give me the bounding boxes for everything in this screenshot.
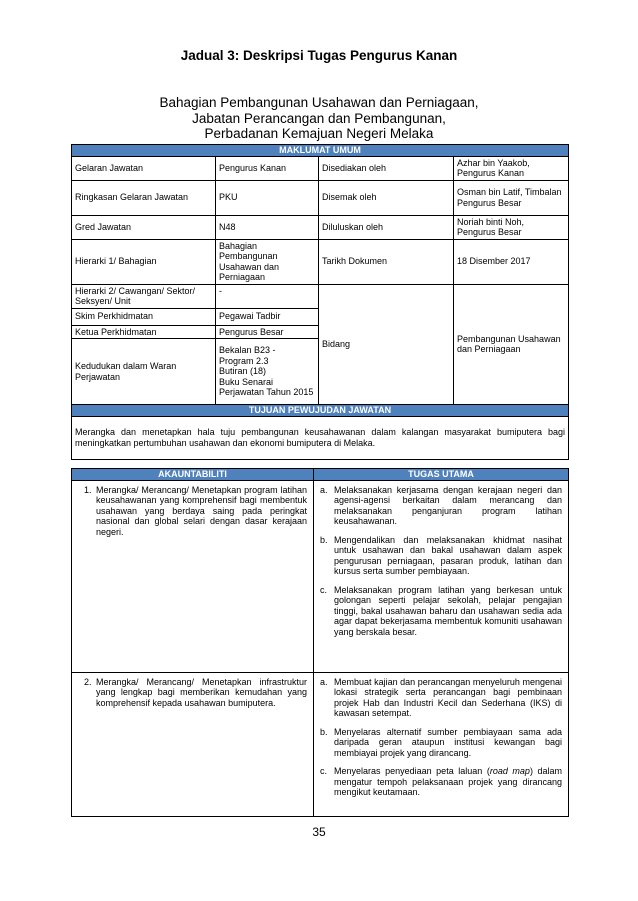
maklumat-umum-header: MAKLUMAT UMUM (72, 145, 569, 157)
akauntabiliti-text: Merangka/ Merancang/ Menetapkan program latihan keusahawanan yang komprehensif bagi membentuk usahawan yang berdaya saing pada peringkat nasional dan global selari dengan dasar kerajaan negeri. (96, 484, 307, 537)
bidang-label: Bidang (319, 284, 454, 405)
akauntabiliti-number: 1. (84, 484, 92, 495)
kedudukan-line: Buku Senarai Perjawatan Tahun 2015 (219, 376, 314, 398)
akauntabiliti-number: 2. (84, 676, 92, 687)
tugas-1 (314, 480, 569, 672)
tugas-header: TUGAS UTAMA (314, 469, 569, 481)
kedudukan-label: Kedudukan dalam Waran Perjawatan (72, 339, 216, 405)
maklumat-umum-table (71, 144, 569, 460)
gred-label: Gred Jawatan (72, 215, 216, 239)
gelaran-value: Pengurus Kanan (216, 156, 319, 180)
ringkasan-value: PKU (216, 180, 319, 215)
ketua-label: Ketua Perkhidmatan (72, 325, 216, 339)
page-number: 35 (312, 825, 326, 839)
ringkasan-label: Ringkasan Gelaran Jawatan (72, 180, 216, 215)
subtitle (0, 95, 638, 142)
disediakan-value: Azhar bin Yaakob, Pengurus Kanan (454, 156, 569, 180)
disemak-value: Osman bin Latif, Timbalan Pengurus Besar (454, 180, 569, 215)
gelaran-label: Gelaran Jawatan (72, 156, 216, 180)
ketua-value: Pengurus Besar (216, 325, 319, 339)
tugas-item: a. Membuat kajian dan perancangan menyeluruh mengenai lokasi strategik serta perancangan bagi pembinaan projek Hab dan Industri Kecil dan Sederhana (IKS) di kawasan setempat. (320, 676, 562, 718)
diluluskan-label: Diluluskan oleh (319, 215, 454, 239)
tarikh-value: 18 Disember 2017 (454, 239, 569, 284)
tarikh-label: Tarikh Dokumen (319, 239, 454, 284)
subtitle-line: Jabatan Perancangan dan Pembangunan, (192, 110, 446, 126)
tugas-item: c. Menyelaras penyediaan peta laluan (road map) dalam mengatur tempoh pelaksanaan projek yang dirancang mengikut keutamaan. (320, 766, 563, 797)
kedudukan-value (216, 339, 319, 405)
skim-label: Skim Perkhidmatan (72, 308, 216, 325)
disediakan-label: Disediakan oleh (319, 156, 454, 180)
tugas-item: b. Menyelaras alternatif sumber pembiayaan sama ada daripada geran ataupun institusi kewangan bagi membiayai projek yang dirancang. (320, 726, 562, 758)
bidang-value: Pembangunan Usahawan dan Perniagaan (454, 284, 569, 405)
akauntabiliti-2 (72, 672, 314, 816)
gred-value: N48 (216, 215, 319, 239)
skim-value: Pegawai Tadbir (216, 308, 319, 325)
tujuan-text: Merangka dan menetapkan hala tuju pembangunan keusahawanan dalam kalangan masyarakat bumiputera bagi meningkatkan pertumbuhan usahawan dan ekonomi bumiputera di Melaka. (72, 416, 569, 459)
hierarki1-label: Hierarki 1/ Bahagian (72, 239, 216, 284)
hierarki2-value: - (216, 284, 319, 308)
kedudukan-line: Butiran (18) (219, 366, 267, 377)
tugas-table (71, 468, 569, 817)
tugas-2 (314, 672, 569, 816)
subtitle-line: Bahagian Pembangunan Usahawan dan Perniagaan, (159, 95, 479, 110)
road-map-italic: road map (489, 766, 530, 776)
tugas-item: a. Melaksanakan kerjasama dengan kerajaan negeri dan agensi-agensi berkaitan dalam merancang dan melaksanakan penganjuran program latihan keusahawanan. (320, 484, 562, 526)
hierarki1-value: Bahagian Pembangunan Usahawan dan Perniagaan (216, 239, 319, 284)
tujuan-header: TUJUAN PEWUJUDAN JAWATAN (72, 405, 569, 417)
tugas-item: c. Melaksanakan program latihan yang berkesan untuk golongan seperti pelajar sekolah, pelajar pengajian tinggi, bakal usahawan baharu dan usahawan sedia ada agar dapat bekerjasama membentuk komuniti usahawan yang berskala besar. (320, 584, 562, 637)
kedudukan-line: Program 2.3 (219, 355, 269, 366)
tugas-item: b. Mengendalikan dan melaksanakan khidmat nasihat untuk usahawan dan bakal usahawan dalam aspek pengurusan perniagaan, pasaran produk, latihan dan kursus serta sumber pembiayaan. (320, 534, 562, 576)
subtitle-line: Perbadanan Kemajuan Negeri Melaka (204, 126, 434, 141)
akauntabiliti-1 (72, 480, 314, 672)
disemak-label: Disemak oleh (319, 180, 454, 215)
akauntabiliti-text: Merangka/ Merancang/ Menetapkan infrastruktur yang lengkap bagi memberikan kemudahan yang komprehensif kepada usahawan bumiputera. (96, 676, 307, 708)
diluluskan-value: Noriah binti Noh, Pengurus Besar (454, 215, 569, 239)
hierarki2-label: Hierarki 2/ Cawangan/ Sektor/ Seksyen/ Unit (72, 284, 216, 308)
akauntabiliti-header: AKAUNTABILITI (72, 469, 314, 481)
kedudukan-line: Bekalan B23 - (219, 345, 276, 356)
page-title: Jadual 3: Deskripsi Tugas Pengurus Kanan (180, 48, 458, 63)
